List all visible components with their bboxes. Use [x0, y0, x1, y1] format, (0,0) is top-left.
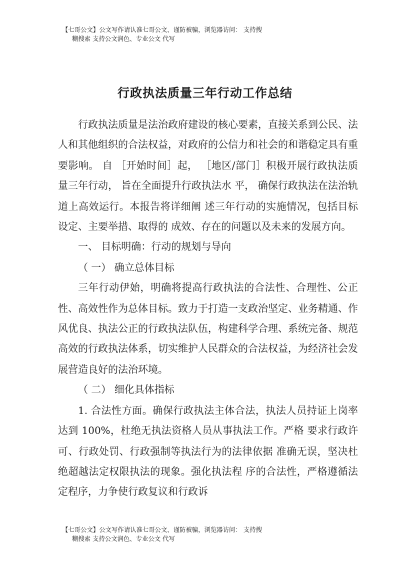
- header-banner-line2: 糊搜索 支持公文润色、专业公文 代写: [72, 36, 175, 43]
- paragraph-overall-goal: 三年行动伊始，明确将提高行政执法的合法性、合理性、公正性、高效性作为总体目标。致力于打造一支政治坚定、业务精通、作风优良、执法公正的行政执法队伍，构建科学合理、系统完备、规范高效的行政执法体系，切实维护人民群众的合法权益，为经济社会发展营造良好的法治环境。: [58, 283, 358, 376]
- header-banner: [62, 26, 362, 44]
- intro-paragraph: 行政执法质量是法治政府建设的核心要素，直接关系到公民、法人和其他组织的合法权益，对政府的公信力和社会的和谐稳定具有重要影响。 自 ［开始时间］起， ［地区/部门］积极开展行政执法质量三年行动， 旨在全面提升行政执法水 平， 确保行政执法在法治轨道上高效运行。本报告将详细阐 述三年行动的实施情况，包括目标设定、主要举措、取得的 成效、存在的问题以及未来的发展方向。: [58, 120, 358, 234]
- subsection-heading-1: （ 一） 确立总体目标: [78, 262, 175, 274]
- footer-banner-line2: 糊搜索 支持公文润色、专业公文 代写: [72, 536, 175, 543]
- paragraph-legality: 1. 合法性方面。确保行政执法主体合法，执法人员持证上岗率达到 100%，杜绝无执法资格人员从事执法工作。严格 要求行政许可、行政处罚、行政强制等执法行为的法律依据 准确无误，坚决杜绝超越法定权限执法的现象。强化执法程 序的合法性，严格遵循法定程序，力争使行政复议和行政诉: [58, 405, 358, 499]
- header-banner-line1: 【七哥公文】公文写作请认准七哥公文、谨防被骗，浏览器访问： 支持搜: [62, 27, 262, 34]
- section-heading-1: 一、 目标明确：行动的规划与导向: [78, 242, 232, 254]
- footer-banner: [62, 526, 362, 544]
- subsection-heading-2: （ 二） 细化具体指标: [78, 385, 175, 397]
- document-title: 行政执法质量三年行动工作总结: [117, 86, 293, 100]
- footer-banner-line1: 【七哥公文】公文写作请认准七哥公文、谨防被骗，浏览器访问： 支持搜: [62, 527, 262, 534]
- document-body: [58, 116, 358, 504]
